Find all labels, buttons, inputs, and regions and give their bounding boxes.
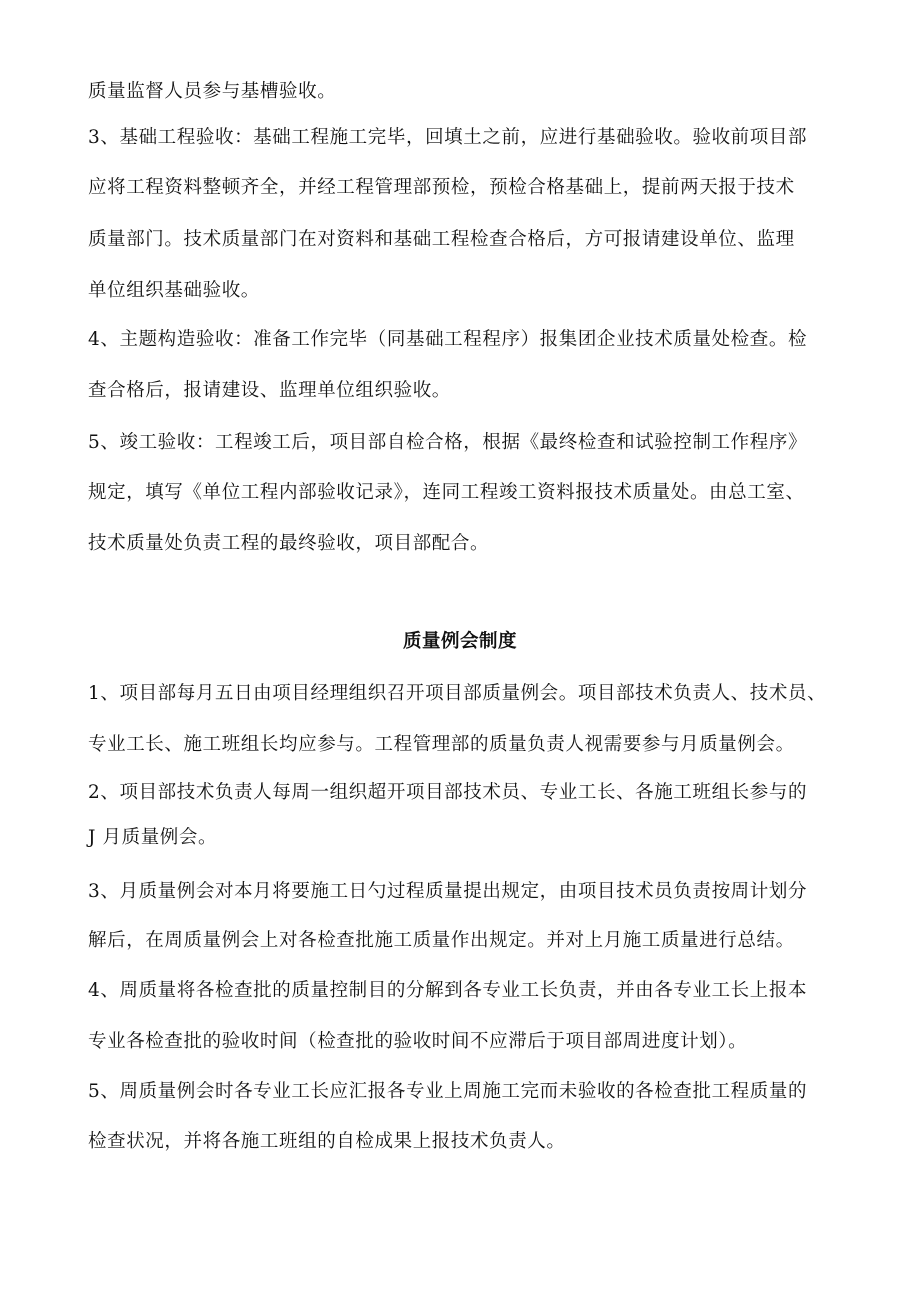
text-line: 5、竣工验收：工程竣工后，项目部自检合格，根据《最终检查和试验控制工作程序》 (88, 432, 808, 453)
text-line: 4、主题构造验收：准备工作完毕（同基础工程程序）报集团企业技术质量处检查。检 (88, 329, 808, 350)
text-line: 质量监督人员参与基槽验收。 (88, 81, 337, 102)
text-line: 质量部门。技术质量部门在对资料和基础工程检查合格后，方可报请建设单位、监理 (88, 229, 795, 250)
text-line: 3、月质量例会对本月将要施工日勺过程质量提出规定，由项目技术员负责按周计划分 (88, 881, 808, 902)
text-line: 1、项目部每月五日由项目经理组织召开项目部质量例会。项目部技术负责人、技术员、 (88, 683, 827, 704)
text-line: 查合格后，报请建设、监理单位组织验收。 (88, 380, 451, 401)
text-line: 2、项目部技术负责人每周一组织超开项目部技术员、专业工长、各施工班组长参与的 (88, 782, 808, 803)
text-line: 5、周质量例会时各专业工长应汇报各专业上周施工完而未验收的各检查批工程质量的 (88, 1081, 808, 1102)
text-line: 技术质量处负责工程的最终验收，项目部配合。 (88, 533, 490, 554)
text-line: 解后，在周质量例会上对各检查批施工质量作出规定。并对上月施工质量进行总结。 (88, 930, 795, 951)
text-line: 3、基础工程验收：基础工程施工完毕，回填土之前，应进行基础验收。验收前项目部 (88, 127, 808, 148)
text-line: 规定，填写《单位工程内部验收记录》，连同工程竣工资料报技术质量处。由总工室、 (88, 482, 805, 503)
text-line: 专业工长、施工班组长均应参与。工程管理部的质量负责人视需要参与月质量例会。 (88, 734, 795, 755)
text-line: 专业各检查批的验收时间（检查批的验收时间不应滞后于项目部周进度计划）。 (88, 1031, 748, 1052)
text-line: J 月质量例会。 (88, 827, 218, 848)
section-title: 质量例会制度 (402, 631, 517, 652)
text-line: 4、周质量将各检查批的质量控制目的分解到各专业工长负责，并由各专业工长上报本 (88, 980, 808, 1001)
text-line: 应将工程资料整顿齐全，并经工程管理部预检，预检合格基础上，提前两天报于技术 (88, 177, 795, 198)
text-line: 单位组织基础验收。 (88, 280, 260, 301)
text-line: 检查状况，并将各施工班组的自检成果上报技术负责人。 (88, 1131, 566, 1152)
